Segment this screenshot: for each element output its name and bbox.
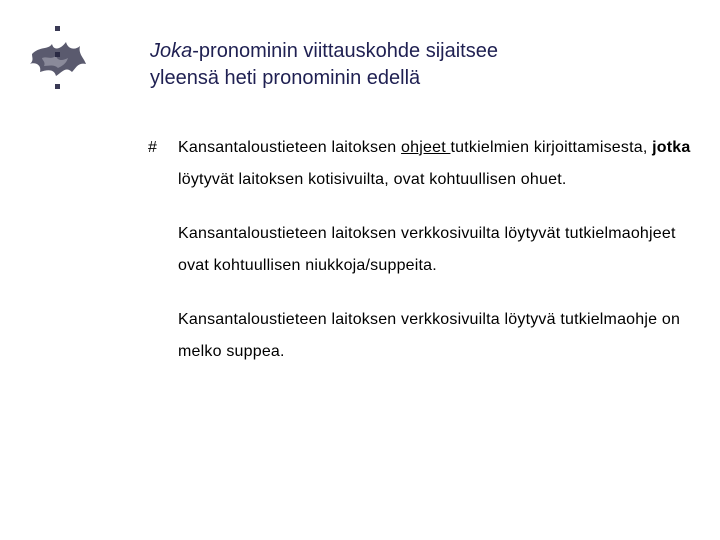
title-line-2: yleensä heti pronominin edellä [150,67,421,89]
paragraph-1-text-a: Kansantaloustieteen laitoksen [178,139,402,156]
underlined-word: ohjeet [401,139,451,156]
paragraph-1-text-c: löytyvät laitoksen kotisivuilta, ovat kohtuullisen ohuet. [178,171,567,188]
bullet-marker: # [148,139,158,156]
bold-word: jotka [652,139,691,156]
slide-body [148,132,708,390]
slide-title [150,38,690,92]
paragraph-2-text: Kansantaloustieteen laitoksen verkkosivuilta löytyvät tutkielmaohjeet ovat kohtuullisen niukkoja/suppeita. [178,225,676,274]
title-line-1 [150,38,690,65]
paragraph-3-text: Kansantaloustieteen laitoksen verkkosivuilta löytyvä tutkielmaohje on melko suppea. [178,311,681,360]
title-italic-word: Joka [150,40,193,62]
paragraph-3 [148,304,708,368]
title-line-1-rest: -pronominin viittauskohde sijaitsee [192,40,498,62]
paragraph-1 [148,132,708,196]
paragraph-2 [148,218,708,282]
university-flame-logo-icon [22,24,90,96]
paragraph-1-text-b: tutkielmien kirjoittamisesta, [450,139,653,156]
